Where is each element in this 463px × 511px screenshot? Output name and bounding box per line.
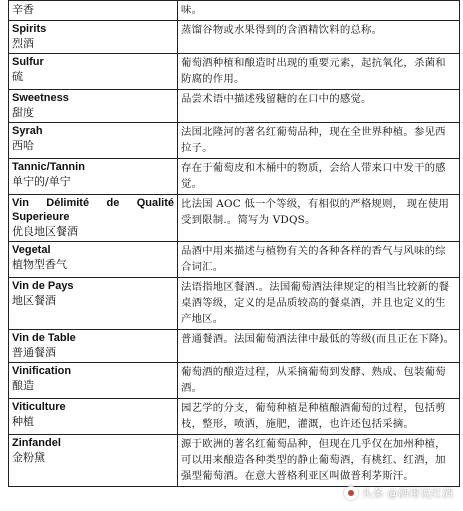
term-chinese: 西哈 bbox=[12, 139, 34, 152]
table-row bbox=[9, 435, 460, 487]
term-english: Tannic/Tannin bbox=[12, 161, 85, 173]
table-row bbox=[9, 159, 460, 195]
term-cell bbox=[9, 278, 178, 330]
term-english-word: Vin bbox=[12, 197, 29, 209]
term-english: Spirits bbox=[12, 23, 47, 35]
term-chinese: 地区餐酒 bbox=[12, 294, 56, 307]
term-cell bbox=[9, 159, 178, 195]
term-chinese: 硫 bbox=[12, 70, 23, 83]
definition-cell: 法语指地区餐酒.。法国葡萄酒法律规定的相当比较新的餐桌酒等级，定义的是品质较高的餐桌酒，并且也定义的生产地区。 bbox=[178, 278, 460, 330]
term-english: Vin de Table bbox=[12, 332, 76, 344]
definition-cell: 葡萄酒种植和酿造时出现的重要元素，起抗氧化，杀菌和防腐的作用。 bbox=[178, 54, 460, 90]
term-english-word: de bbox=[106, 197, 120, 209]
definition-cell: 葡萄酒的酿造过程，从采摘葡萄到发酵、熟成、包装葡萄酒。 bbox=[178, 363, 460, 399]
table-row bbox=[9, 123, 460, 159]
term-cell bbox=[9, 54, 178, 90]
term-cell bbox=[9, 195, 178, 242]
table-row bbox=[9, 278, 460, 330]
term-cell bbox=[9, 435, 178, 487]
table-row bbox=[9, 399, 460, 435]
term-chinese: 甜度 bbox=[12, 106, 34, 119]
term-cell bbox=[9, 90, 178, 123]
glossary-page bbox=[8, 0, 459, 487]
table-row bbox=[9, 54, 460, 90]
term-english bbox=[12, 196, 174, 210]
definition-cell: 味。 bbox=[178, 1, 460, 21]
term-english: Sweetness bbox=[12, 92, 69, 104]
definition-cell: 存在于葡萄皮和木桶中的物质，会给人带来口中发干的感觉。 bbox=[178, 159, 460, 195]
term-chinese: 辛香 bbox=[12, 3, 34, 16]
term-chinese: 优良地区餐酒 bbox=[12, 225, 78, 238]
definition-cell: 蒸馏谷物或水果得到的含酒精饮料的总称。 bbox=[178, 21, 460, 54]
term-english: Viticulture bbox=[12, 401, 66, 413]
definition-cell: 比法国 AOC 低一个等级，有相似的严格规则， 现在使用受到限制.。简写为 VDQS。 bbox=[178, 195, 460, 242]
term-english-word: Délimité bbox=[46, 197, 90, 209]
definition-cell: 普通餐酒。法国葡萄酒法律中最低的等级(而且正在下降)。 bbox=[178, 330, 460, 363]
term-chinese: 烈酒 bbox=[12, 37, 34, 50]
term-english: Syrah bbox=[12, 125, 43, 137]
term-english-word: Qualité bbox=[136, 197, 174, 209]
table-row bbox=[9, 363, 460, 399]
table-row bbox=[9, 21, 460, 54]
term-cell bbox=[9, 1, 178, 21]
table-row bbox=[9, 90, 460, 123]
term-cell bbox=[9, 21, 178, 54]
term-english: Sulfur bbox=[12, 56, 44, 68]
definition-cell: 源于欧洲的著名红葡萄品种，但现在几乎仅在加州种植，可以用来酿造各种类型的静止葡萄酒，有桃红、红酒，加强型葡萄酒。在意大普格利亚区叫做普利茅斯汗。 bbox=[178, 435, 460, 487]
term-chinese: 金粉黛 bbox=[12, 451, 45, 464]
term-english: Vinification bbox=[12, 365, 72, 377]
term-cell bbox=[9, 123, 178, 159]
term-english: Vegetal bbox=[12, 244, 51, 256]
term-chinese: 单宁的/单宁 bbox=[12, 175, 71, 188]
table-row bbox=[9, 330, 460, 363]
glossary-rows bbox=[9, 1, 460, 487]
term-english: Vin de Pays bbox=[12, 280, 74, 292]
definition-cell: 品酒中用来描述与植物有关的各种各样的香气与风味的综合词汇。 bbox=[178, 242, 460, 278]
table-row bbox=[9, 242, 460, 278]
term-english-line2: Superieure bbox=[12, 211, 70, 223]
term-chinese: 种植 bbox=[12, 415, 34, 428]
term-chinese: 植物型香气 bbox=[12, 258, 67, 271]
table-row bbox=[9, 1, 460, 21]
term-cell bbox=[9, 242, 178, 278]
term-chinese: 普通餐酒 bbox=[12, 346, 56, 359]
definition-cell: 法国北隆河的著名红葡萄品种，现在全世界种植。参见西拉子。 bbox=[178, 123, 460, 159]
watermark bbox=[344, 485, 454, 501]
table-row bbox=[9, 195, 460, 242]
term-chinese: 酿造 bbox=[12, 379, 34, 392]
glossary-table bbox=[8, 0, 460, 487]
watermark-text: 头条 @酒哥说红酒 bbox=[361, 487, 453, 500]
term-english: Zinfandel bbox=[12, 437, 61, 449]
definition-cell: 园艺学的分支，葡萄种植是种植酿酒葡萄的过程，包括剪枝，整形，喷洒，施肥，灌溉，也许还包括采摘。 bbox=[178, 399, 460, 435]
term-cell bbox=[9, 399, 178, 435]
definition-cell: 品尝术语中描述残留糖的在口中的感觉。 bbox=[178, 90, 460, 123]
watermark-logo-icon bbox=[344, 486, 358, 500]
term-cell bbox=[9, 363, 178, 399]
term-cell bbox=[9, 330, 178, 363]
